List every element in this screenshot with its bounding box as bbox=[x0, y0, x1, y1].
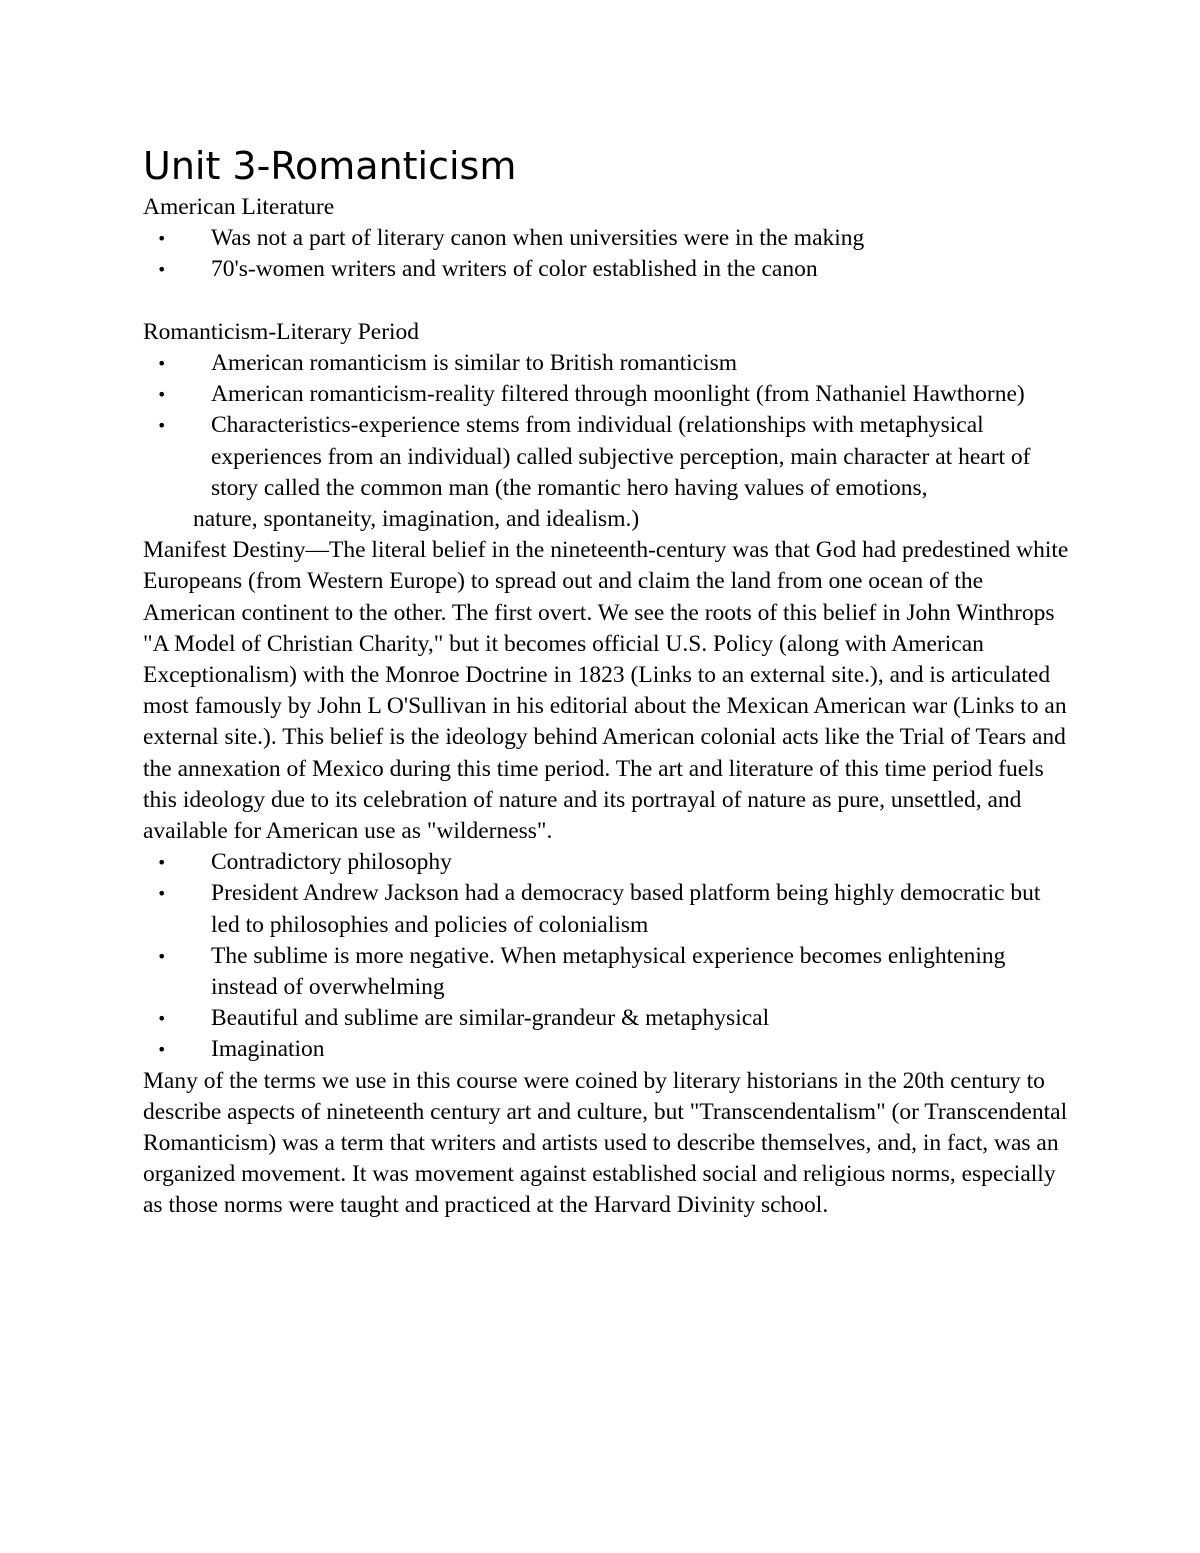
blank-line bbox=[143, 286, 1073, 317]
list-item bbox=[143, 379, 1073, 410]
list-item-text: Beautiful and sublime are similar-grandeur & metaphysical bbox=[211, 1005, 770, 1032]
list-item bbox=[143, 1003, 1073, 1034]
bullet-list-philosophy bbox=[143, 847, 1073, 1065]
list-item-text: President Andrew Jackson had a democracy based platform being highly democratic but led to philosophies and policies of colonialism bbox=[211, 880, 1041, 938]
list-item bbox=[143, 223, 1073, 254]
page-title: Unit 3-Romanticism bbox=[143, 144, 517, 188]
list-item-text: The sublime is more negative. When metaphysical experience becomes enlightening instead of overwhelming bbox=[211, 942, 1006, 1001]
list-item bbox=[143, 941, 1073, 1003]
bullet-icon: • bbox=[157, 884, 167, 904]
bullet-icon: • bbox=[157, 853, 167, 873]
section-heading-american-literature: American Literature bbox=[143, 194, 335, 220]
manifest-destiny-paragraph: Manifest Destiny—The literal belief in the nineteenth-century was that God had predestined white Europeans (from Western Europe) to spread out and claim the land from one ocean of the American continent to the other. The first overt. We see the roots of this belief in John Winthrops "A Model of Christian Charity," but it becomes official U.S. Policy (along with American Exceptionalism) with the Monroe Doctrine in 1823 (Links to an external site.), and is articulated most famously by John L O'Sullivan in his editorial about the Mexican American war (Links to an external site.). This belief is the ideology behind American colonial acts like the Trial of Tears and the annexation of Mexico during this time period. The art and literature of this time period fuels this ideology due to its celebration of nature and its portrayal of nature as pure, unsettled, and available for American use as "wilderness". bbox=[143, 537, 1069, 845]
list-item-text: American romanticism-reality filtered through moonlight (from Nathaniel Hawthorne) bbox=[211, 381, 1025, 408]
list-item bbox=[143, 1034, 1073, 1065]
list-item bbox=[143, 348, 1073, 379]
bullet-icon: • bbox=[157, 1009, 167, 1029]
list-item-text: 70's-women writers and writers of color established in the canon bbox=[211, 256, 818, 283]
list-item bbox=[143, 254, 1073, 285]
list-continuation bbox=[143, 504, 1073, 535]
bullet-icon: • bbox=[157, 229, 167, 249]
bullet-icon: • bbox=[157, 354, 167, 373]
bullet-icon: • bbox=[157, 260, 167, 280]
bullet-icon: • bbox=[157, 385, 167, 405]
bullet-icon: • bbox=[157, 1040, 167, 1060]
list-item bbox=[143, 410, 1073, 504]
list-item-text: Imagination bbox=[211, 1036, 325, 1063]
list-item bbox=[143, 847, 1073, 878]
list-item-text: Contradictory philosophy bbox=[211, 849, 452, 876]
bullet-list-american-literature bbox=[143, 223, 1073, 285]
list-continuation-text: nature, spontaneity, imagination, and idealism.) bbox=[193, 506, 640, 533]
list-item bbox=[143, 878, 1073, 940]
list-item-text: Was not a part of literary canon when universities were in the making bbox=[211, 225, 865, 252]
transcendentalism-paragraph: Many of the terms we use in this course were coined by literary historians in the 20th century to describe aspects of nineteenth century art and culture, but "Transcendentalism" (or Transcendental Romanticism) was a term that writers and artists used to describe themselves, and, in fact, was an organized movement. It was movement against established social and religious norms, especially as those norms were taught and practiced at the Harvard Divinity school. bbox=[143, 1067, 1068, 1219]
bullet-icon: • bbox=[157, 416, 167, 436]
list-item-text: Characteristics-experience stems from individual (relationships with metaphysical experiences from an individual) called subjective perception, main character at heart of story called the common man (the romantic hero having values of emotions, bbox=[211, 412, 1031, 501]
bullet-icon: • bbox=[157, 946, 167, 966]
bullet-list-romanticism bbox=[143, 348, 1073, 504]
list-item-text: American romanticism is similar to British romanticism bbox=[211, 350, 738, 376]
document-page bbox=[143, 140, 1073, 1222]
section-heading-romanticism: Romanticism-Literary Period bbox=[143, 318, 420, 345]
